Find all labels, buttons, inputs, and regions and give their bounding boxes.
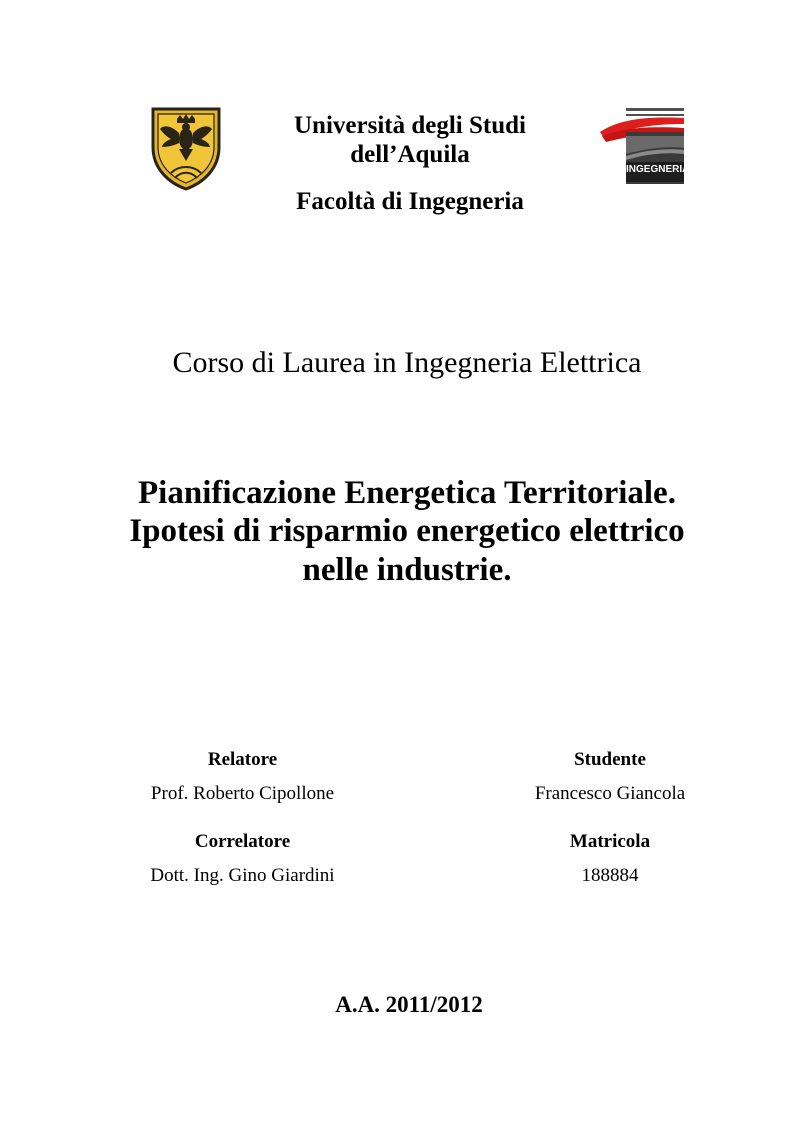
matricola-label: Matricola [569,831,651,852]
correlatore-label: Correlatore [194,831,291,852]
degree-course: Corso di Laurea in Ingegneria Elettrica [172,346,642,379]
studente-label: Studente [574,749,646,770]
faculty-name: Facoltà di Ingegneria [296,188,524,215]
correlatore-name: Dott. Ing. Gino Giardini [150,865,335,886]
thesis-title-line1: Pianificazione Energetica Territoriale. [138,475,676,511]
academic-year: A.A. 2011/2012 [335,992,483,1017]
university-name-line2: dell’Aquila [350,141,470,168]
eagle-seal-icon [149,103,223,191]
faculty-logo-text: INGEGNERIA [626,164,690,175]
thesis-title-line2: Ipotesi di risparmio energetico elettrico [129,513,685,549]
relatore-label: Relatore [207,749,278,770]
university-name-line1: Università degli Studi [294,112,526,139]
studente-name: Francesco Giancola [534,783,686,804]
relatore-name: Prof. Roberto Cipollone [150,783,335,804]
faculty-engineering-logo [598,106,688,186]
thesis-title-line3: nelle industrie. [302,552,512,588]
university-seal-logo [149,103,223,191]
matricola-value: 188884 [581,865,639,886]
